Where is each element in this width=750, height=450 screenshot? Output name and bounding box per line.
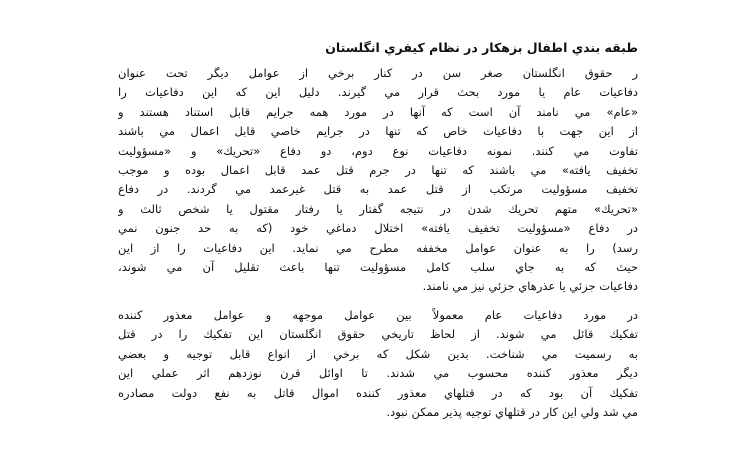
text-line: مي شد ولي اين كار در قتلهاي توجيه پذير ممكن نبود.	[386, 404, 638, 419]
text-line: «عام» مي نامند آن است كه آنها در مورد همه جرايم قابل استناد هستند و	[118, 104, 638, 119]
text-line: از اين جهت با دفاعيات خاص كه تنها در جرايم خاصي قابل اعمال مي باشند	[118, 124, 638, 139]
text-line: تفكيك آن بود كه در قتلهاي معذور كننده اموال قاتل به نفع دولت مصادره	[118, 385, 638, 400]
text-line: تخفيف مسؤوليت مرتكب از قتل عمد به قتل غيرعمد مي گردند. در دفاع	[118, 182, 638, 197]
text-line: دفاعيات عام يا مورد بحث قرار مي گيرند. دليل اين كه اين دفاعيات را	[118, 85, 638, 100]
document-title: طبقه بندي اطفال بزهكار در نظام كيفري انگلستان	[325, 40, 638, 55]
paragraph-2	[118, 306, 638, 422]
text-line: در مورد دفاعيات عام معمولاً بين عوامل موجهه و عوامل معذور كننده	[118, 307, 638, 322]
text-line: ر حقوق انگلستان صغر سن در كنار برخي از عوامل ديگر تحت عنوان	[118, 66, 638, 80]
paragraph-1	[118, 64, 638, 297]
text-line: رسد) را به عنوان عوامل مخففه مطرح مي نمايد. اين دفاعيات را از اين	[118, 240, 638, 255]
text-line: تخفيف يافته» مي باشند كه تنها در جرم قتل عمد قابل اعمال بوده و موجب	[118, 163, 638, 178]
text-line: دفاعيات جزئي يا عذرهاي جزئي نيز مي نامند.	[422, 279, 638, 294]
text-line: در دفاع «مسؤوليت تخفيف يافته» اختلال دماغي خود (كه به حد جنون نمي	[118, 221, 638, 236]
text-line: حيث كه به جاي سلب كامل مسؤوليت تنها باعث تقليل آن مي شوند،	[118, 260, 638, 275]
document-page	[118, 38, 638, 422]
text-line: ديگر معذور كننده محسوب مي شدند. تا اوائل قرن نوزدهم اثر عملي اين	[118, 366, 638, 381]
text-line: تفكيك قائل مي شوند. از لحاظ تاريخي حقوق انگلستان اين تفكيك را در قتل	[118, 327, 638, 342]
text-line: به رسميت مي شناخت. بدين شكل كه برخي از انواع قابل توجيه و بعضي	[118, 346, 638, 361]
text-line: تفاوت مي كنند. نمونه دفاعيات نوع دوم، دو دفاع «تحريك» و «مسؤوليت	[118, 143, 638, 158]
text-line: «تحريك» متهم تحريك شدن در نتيجه گفتار يا رفتار مقتول يا شخص ثالث و	[118, 201, 638, 216]
